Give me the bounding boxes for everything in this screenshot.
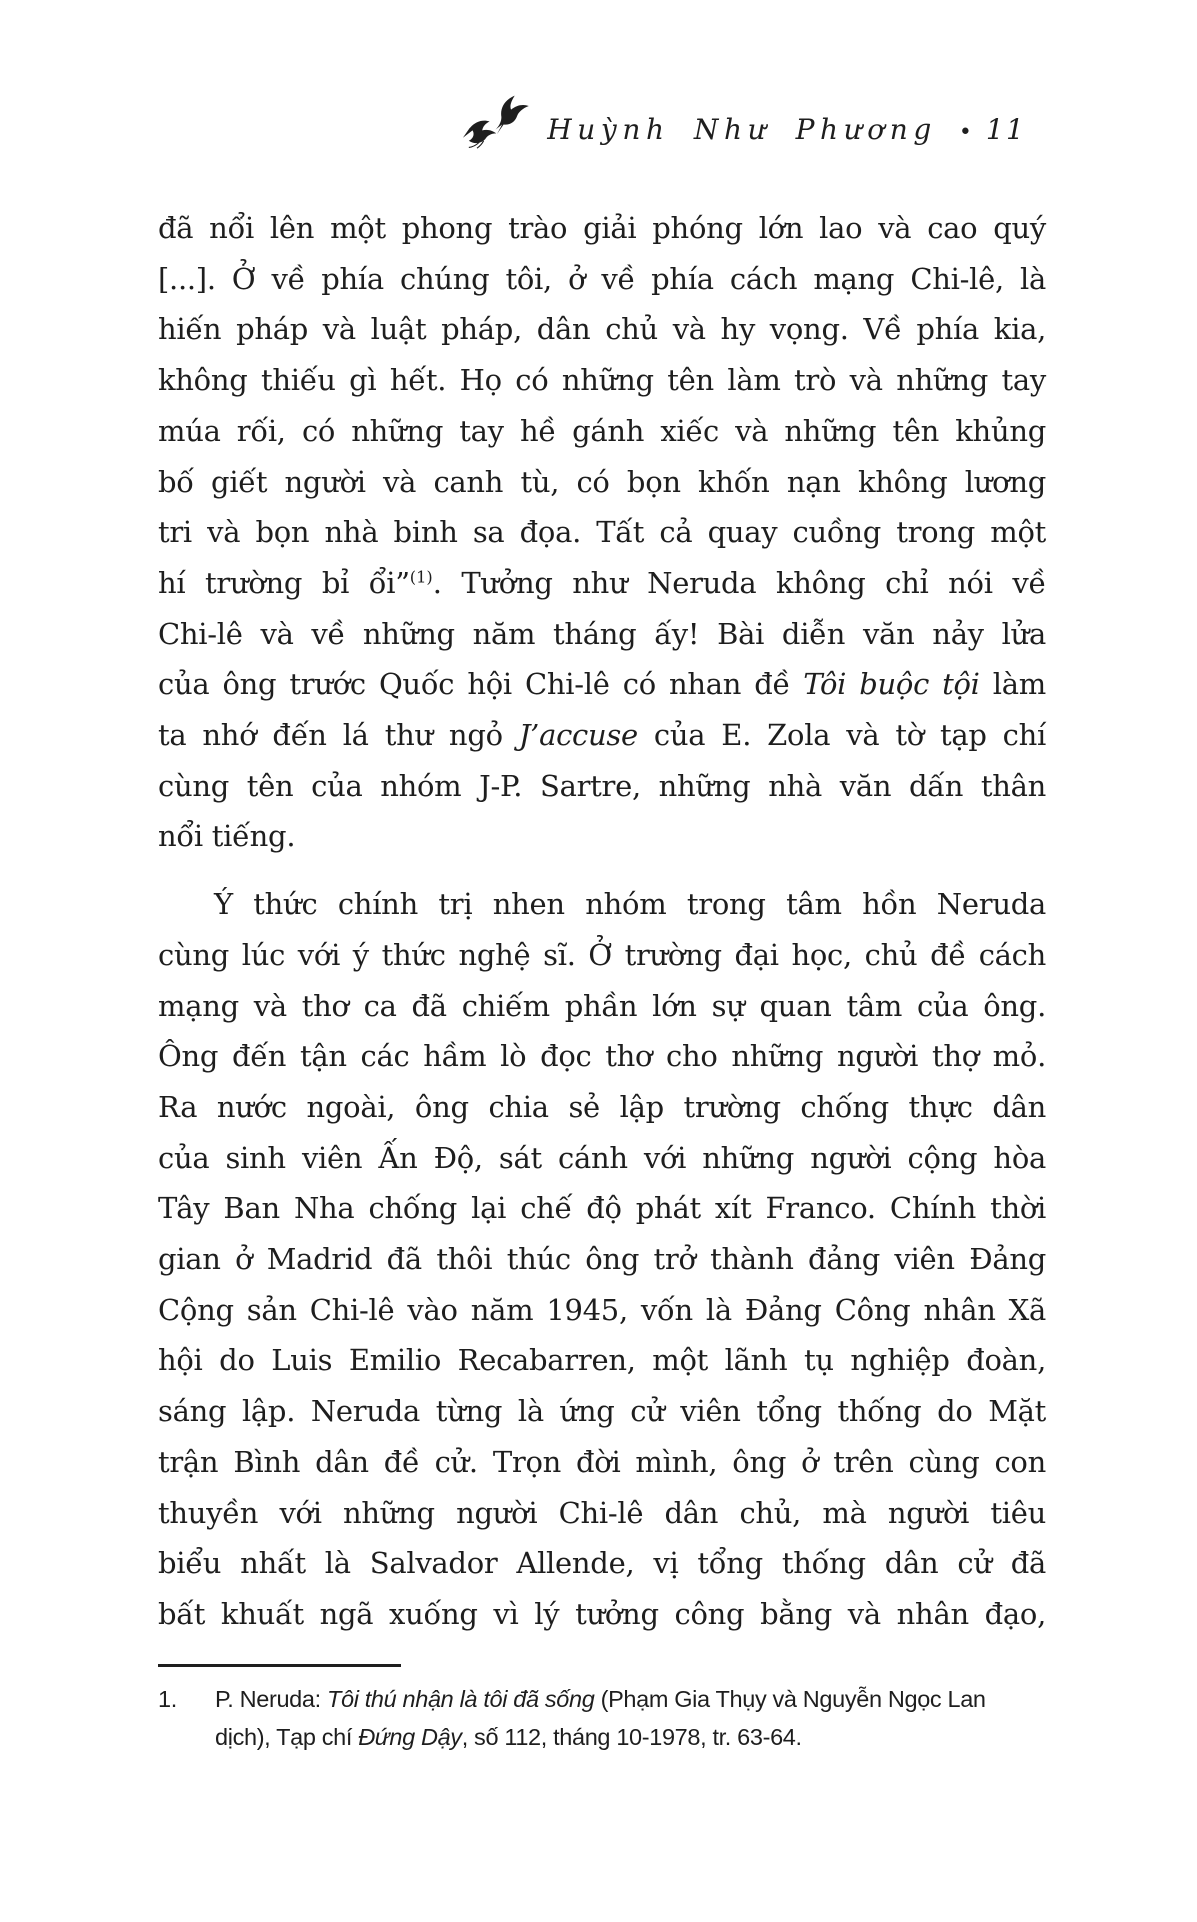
text-segment: , số 112, tháng 10-1978, tr. 63-64. — [461, 1724, 802, 1750]
text-line — [158, 710, 1046, 761]
footnote-number: 1. — [158, 1686, 177, 1712]
text-segment: bố giết người và canh tù, có bọn khốn nạn không lương — [158, 464, 1046, 499]
footnote-rule — [158, 1664, 401, 1667]
page-header — [158, 94, 1026, 152]
text-segment: Ý thức chính trị nhen nhóm trong tâm hồn Neruda — [214, 887, 1046, 922]
text-line — [158, 1589, 1046, 1640]
text-line — [158, 457, 1046, 508]
text-line — [158, 1234, 1046, 1285]
text-segment: nổi tiếng. — [158, 819, 296, 854]
text-line — [158, 879, 1046, 930]
paragraph — [158, 879, 1046, 1640]
text-segment: không thiếu gì hết. Họ có những tên làm trò và những tay — [158, 363, 1046, 398]
text-line — [158, 355, 1046, 406]
footnote-line — [215, 1680, 1073, 1718]
text-segment: P. Neruda: — [215, 1686, 327, 1712]
text-line — [158, 507, 1046, 558]
two-swallows-logo-icon — [457, 94, 531, 152]
text-line — [158, 761, 1046, 812]
text-segment: hội do Luis Emilio Recabarren, một lãnh tụ nghiệp đoàn, — [158, 1343, 1046, 1378]
text-segment: múa rối, có những tay hề gánh xiếc và những tên khủng — [158, 413, 1046, 448]
text-segment: biểu nhất là Salvador Allende, vị tổng thống dân cử đã — [158, 1546, 1046, 1581]
text-segment: trận Bình dân đề cử. Trọn đời mình, ông ở trên cùng con — [158, 1444, 1046, 1479]
text-line — [158, 930, 1046, 981]
text-line — [158, 1031, 1046, 1082]
body-text — [158, 203, 1046, 1640]
italic-text-segment: Tôi buộc tội — [803, 667, 980, 702]
text-segment: mạng và thơ ca đã chiếm phần lớn sự quan tâm của ông. — [158, 988, 1046, 1023]
text-segment: . Tưởng như Neruda không chỉ nói về — [432, 565, 1046, 600]
footnote-ref-superscript: (1) — [409, 567, 433, 587]
footnote-line — [215, 1718, 1073, 1756]
text-line — [158, 1488, 1046, 1539]
text-line — [158, 1386, 1046, 1437]
author-name: Huỳnh Như Phương — [547, 113, 937, 146]
text-segment: bất khuất ngã xuống vì lý tưởng công bằng và nhân đạo, — [158, 1596, 1046, 1631]
italic-text-segment: Tôi thú nhận là tôi đã sống — [326, 1686, 595, 1712]
text-segment: dịch), Tạp chí — [215, 1724, 359, 1750]
text-segment: thuyền với những người Chi-lê dân chủ, mà người tiêu — [158, 1495, 1046, 1530]
separator-dot: • — [958, 120, 972, 145]
paragraph — [158, 203, 1046, 862]
text-segment: của E. Zola và tờ tạp chí — [637, 718, 1047, 753]
text-line — [158, 254, 1046, 305]
text-segment: hí trường bỉ ổi” — [158, 565, 410, 600]
text-segment: [...]. Ở về phía chúng tôi, ở về phía cách mạng Chi-lê, là — [158, 261, 1046, 296]
text-segment: của sinh viên Ấn Độ, sát cánh với những người cộng hòa — [158, 1140, 1046, 1175]
text-line — [158, 811, 1046, 862]
text-segment: ta nhớ đến lá thư ngỏ — [158, 718, 519, 753]
text-line — [158, 1183, 1046, 1234]
text-segment: của ông trước Quốc hội Chi-lê có nhan đề — [158, 667, 804, 702]
text-segment: Chi-lê và về những năm tháng ấy! Bài diễn văn nảy lửa — [158, 616, 1046, 651]
text-line — [158, 304, 1046, 355]
text-segment: Tây Ban Nha chống lại chế độ phát xít Franco. Chính thời — [158, 1191, 1046, 1226]
page-number: 11 — [985, 113, 1026, 146]
text-segment: gian ở Madrid đã thôi thúc ông trở thành đảng viên Đảng — [158, 1242, 1046, 1277]
text-segment: cùng lúc với ý thức nghệ sĩ. Ở trường đại học, chủ đề cách — [158, 937, 1046, 972]
text-line — [158, 609, 1046, 660]
text-segment: tri và bọn nhà binh sa đọa. Tất cả quay cuồng trong một — [158, 515, 1046, 550]
text-line — [158, 1082, 1046, 1133]
italic-text-segment: J’accuse — [518, 718, 638, 753]
text-segment: Ra nước ngoài, ông chia sẻ lập trường chống thực dân — [158, 1089, 1046, 1124]
text-line — [158, 1335, 1046, 1386]
text-segment: (Phạm Gia Thụy và Nguyễn Ngọc Lan — [594, 1686, 986, 1712]
text-line — [158, 1538, 1046, 1589]
text-line — [158, 406, 1046, 457]
text-segment: Cộng sản Chi-lê vào năm 1945, vốn là Đảng Công nhân Xã — [158, 1292, 1046, 1327]
italic-text-segment: Đứng Dậy — [358, 1724, 462, 1750]
text-segment: hiến pháp và luật pháp, dân chủ và hy vọng. Về phía kia, — [158, 312, 1046, 347]
text-line — [158, 558, 1046, 609]
footnote-lines — [215, 1680, 1073, 1756]
footnote — [158, 1680, 1073, 1756]
text-segment: sáng lập. Neruda từng là ứng cử viên tổng thống do Mặt — [158, 1394, 1046, 1429]
text-line — [158, 1285, 1046, 1336]
text-line — [158, 1437, 1046, 1488]
text-segment: đã nổi lên một phong trào giải phóng lớn lao và cao quý — [158, 211, 1046, 245]
text-line — [158, 1133, 1046, 1184]
text-line — [158, 659, 1046, 710]
text-segment: cùng tên của nhóm J-P. Sartre, những nhà văn dấn thân — [158, 768, 1046, 803]
text-segment: làm — [979, 667, 1046, 702]
text-line — [158, 203, 1046, 254]
text-segment: Ông đến tận các hầm lò đọc thơ cho những người thợ mỏ. — [158, 1039, 1046, 1074]
header-text — [547, 113, 1026, 152]
text-line — [158, 981, 1046, 1032]
